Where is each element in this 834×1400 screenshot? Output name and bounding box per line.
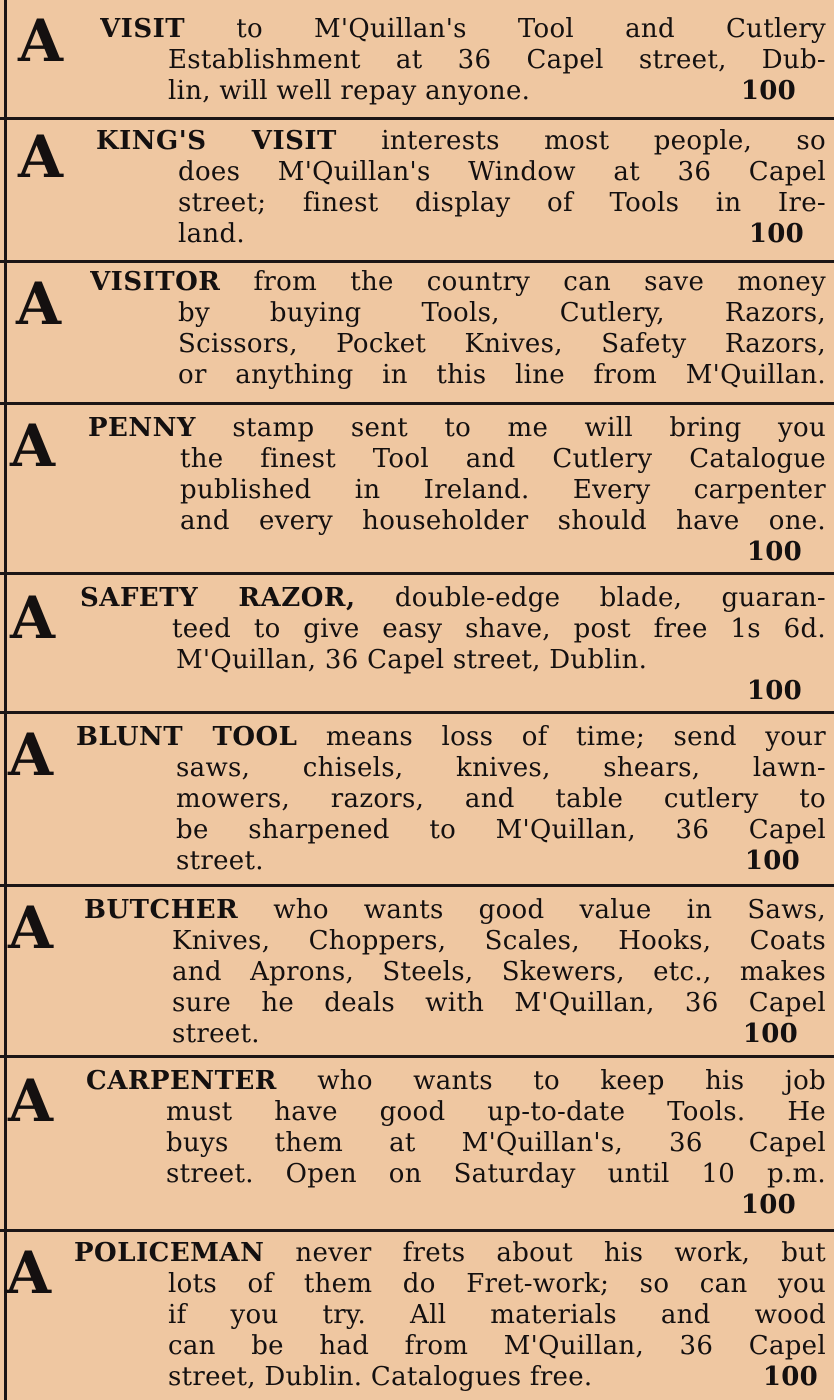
ad-line: street, Dublin. Catalogues free. 100 xyxy=(168,1362,818,1392)
ad-penny xyxy=(0,405,834,573)
ad-lead: BUTCHER xyxy=(84,895,239,925)
ad-text-body xyxy=(172,614,826,707)
ad-number: 100 xyxy=(746,537,802,567)
ad-line: PENNY stamp sent to me will bring you xyxy=(88,413,826,443)
ad-number: 100 xyxy=(748,219,804,249)
ad-line: lots of them do Fret-work; so can you xyxy=(168,1269,826,1299)
ad-safety-razor xyxy=(0,575,834,711)
ad-line: KING'S VISIT interests most people, so xyxy=(96,126,826,156)
ad-line: mowers, razors, and table cutlery to xyxy=(176,784,826,814)
ad-line: teed to give easy shave, post free 1s 6d. xyxy=(172,614,826,644)
ad-lead: SAFETY RAZOR, xyxy=(80,583,356,613)
ad-text xyxy=(76,722,826,753)
ad-text xyxy=(86,1066,826,1097)
ad-line: the finest Tool and Cutlery Catalogue xyxy=(180,444,826,474)
ad-line: buys them at M'Quillan's, 36 Capel xyxy=(166,1128,826,1158)
ad-line: and Aprons, Steels, Skewers, etc., makes xyxy=(172,957,826,987)
ad-number: 100 xyxy=(742,1019,798,1049)
ad-line: if you try. All materials and wood xyxy=(168,1300,826,1330)
ad-line: or anything in this line from M'Quillan. xyxy=(178,360,826,390)
ad-text-body xyxy=(178,298,826,391)
ad-line: and every householder should have one. xyxy=(180,506,826,536)
drop-cap: A xyxy=(8,1067,54,1135)
ad-line: CARPENTER who wants to keep his job xyxy=(86,1066,826,1096)
ad-text xyxy=(100,14,826,45)
ad-line: sure he deals with M'Quillan, 36 Capel xyxy=(172,988,826,1018)
ad-line: land. 100 xyxy=(178,219,804,249)
ad-line: can be had from M'Quillan, 36 Capel xyxy=(168,1331,826,1361)
ad-number: 100 xyxy=(746,676,802,706)
ad-line: SAFETY RAZOR, double-edge blade, guaran- xyxy=(80,583,826,613)
drop-cap: A xyxy=(8,894,54,962)
ad-line: VISITOR from the country can save money xyxy=(90,267,826,297)
ad-lead: BLUNT TOOL xyxy=(76,722,298,752)
drop-cap: A xyxy=(10,412,56,480)
ad-number: 100 xyxy=(740,76,796,106)
ad-lead: PENNY xyxy=(88,413,196,443)
ad-line: street. Open on Saturday until 10 p.m. xyxy=(166,1159,826,1189)
ad-text-body xyxy=(168,45,826,107)
ad-carpenter xyxy=(0,1058,834,1228)
ad-lead: VISIT xyxy=(100,14,186,44)
ad-line: BLUNT TOOL means loss of time; send your xyxy=(76,722,826,752)
ad-line: published in Ireland. Every carpenter xyxy=(180,475,826,505)
ad-text xyxy=(84,895,826,926)
drop-cap: A xyxy=(16,270,62,338)
ad-text xyxy=(88,413,826,444)
ad-text xyxy=(74,1238,826,1269)
ad-line: BUTCHER who wants good value in Saws, xyxy=(84,895,826,925)
ad-text-body xyxy=(168,1269,826,1393)
ad-text xyxy=(80,583,826,614)
drop-cap: A xyxy=(8,721,54,789)
ad-line: VISIT to M'Quillan's Tool and Cutlery xyxy=(100,14,826,44)
ad-kings-visit xyxy=(0,120,834,260)
ad-line: be sharpened to M'Quillan, 36 Capel xyxy=(176,815,826,845)
ad-line: M'Quillan, 36 Capel street, Dublin. xyxy=(176,645,648,675)
ad-line: by buying Tools, Cutlery, Razors, xyxy=(178,298,826,328)
ad-text xyxy=(90,267,826,298)
ad-number: 100 xyxy=(762,1362,818,1392)
ad-line: Scissors, Pocket Knives, Safety Razors, xyxy=(178,329,826,359)
ad-lead: VISITOR xyxy=(90,267,221,297)
ad-text xyxy=(96,126,826,157)
ad-text-body xyxy=(176,753,826,877)
ad-line: POLICEMAN never frets about his work, but xyxy=(74,1238,826,1268)
ad-lead: POLICEMAN xyxy=(74,1238,265,1268)
ad-blunt-tool xyxy=(0,714,834,884)
ad-text-body xyxy=(180,444,826,568)
drop-cap: A xyxy=(6,1239,52,1307)
ad-number: 100 xyxy=(744,846,800,876)
drop-cap: A xyxy=(10,584,56,652)
ad-number: 100 xyxy=(740,1190,796,1220)
drop-cap: A xyxy=(18,7,64,75)
ad-line: street; finest display of Tools in Ire- xyxy=(178,188,826,218)
ad-line: street. 100 xyxy=(172,1019,798,1049)
ad-visit xyxy=(0,0,834,118)
ad-text-body xyxy=(178,157,826,250)
ad-policeman xyxy=(0,1232,834,1400)
ad-line: street. 100 xyxy=(176,846,800,876)
ad-line: Knives, Choppers, Scales, Hooks, Coats xyxy=(172,926,826,956)
ad-line: saws, chisels, knives, shears, lawn- xyxy=(176,753,826,783)
ad-line: Establishment at 36 Capel street, Dub- xyxy=(168,45,826,75)
ad-line: must have good up-to-date Tools. He xyxy=(166,1097,826,1127)
ad-butcher xyxy=(0,887,834,1055)
ad-text-body xyxy=(166,1097,826,1221)
ad-visitor xyxy=(0,263,834,403)
ad-lead: KING'S VISIT xyxy=(96,126,337,156)
ad-line: lin, will well repay anyone. 100 xyxy=(168,76,796,106)
ad-text-body xyxy=(172,926,826,1050)
ad-line: does M'Quillan's Window at 36 Capel xyxy=(178,157,826,187)
ad-lead: CARPENTER xyxy=(86,1066,277,1096)
drop-cap: A xyxy=(18,123,64,191)
